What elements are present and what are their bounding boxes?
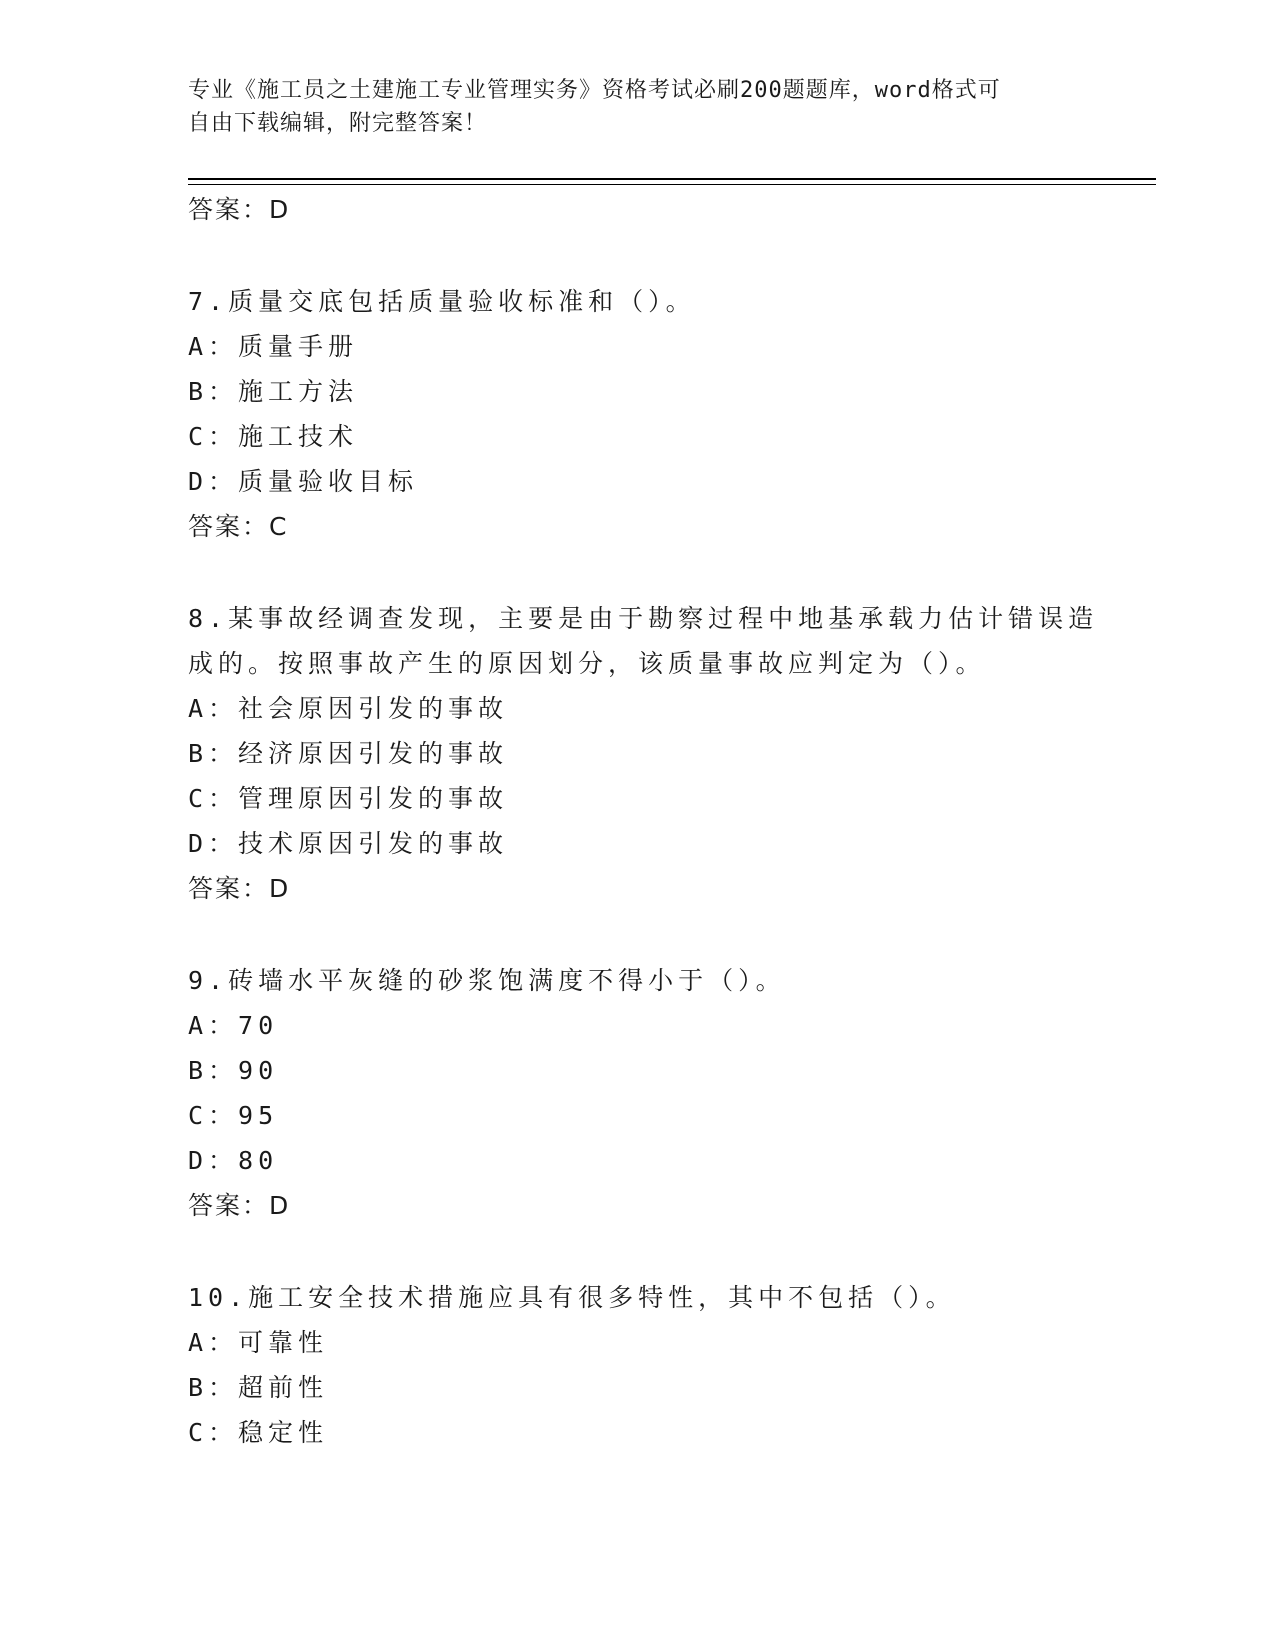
header-line-1: 专业《施工员之土建施工专业管理实务》资格考试必刷200题题库，word格式可 — [188, 78, 1001, 103]
answer-line: 答案：D — [188, 195, 291, 224]
question-8-answer: 答案：D — [188, 874, 291, 903]
question-10-option-c: C：稳定性 — [188, 1418, 329, 1447]
question-7-option-d: D：质量验收目标 — [188, 467, 419, 496]
question-9-option-a: A：70 — [188, 1011, 279, 1040]
header-rule-thick — [188, 178, 1156, 180]
question-7-option-c: C：施工技术 — [188, 422, 359, 451]
header-line-2: 自由下载编辑，附完整答案！ — [188, 111, 488, 136]
header-rule-thin — [188, 184, 1156, 185]
question-7-option-a: A：质量手册 — [188, 332, 359, 361]
question-7-stem: 7.质量交底包括质量验收标准和（）。 — [188, 287, 696, 316]
question-7-answer: 答案：C — [188, 512, 289, 541]
question-10-option-a: A：可靠性 — [188, 1328, 329, 1357]
document-header — [188, 74, 1088, 140]
question-8-option-d: D：技术原因引发的事故 — [188, 829, 509, 858]
question-10-option-b: B：超前性 — [188, 1373, 329, 1402]
question-8-option-c: C：管理原因引发的事故 — [188, 784, 509, 813]
question-9-option-d: D：80 — [188, 1146, 279, 1175]
question-8-stem-line-2: 成的。按照事故产生的原因划分，该质量事故应判定为（）。 — [188, 649, 986, 678]
question-8-option-b: B：经济原因引发的事故 — [188, 739, 509, 768]
question-7-option-b: B：施工方法 — [188, 377, 359, 406]
question-9-option-b: B：90 — [188, 1056, 279, 1085]
question-10-stem: 10.施工安全技术措施应具有很多特性，其中不包括（）。 — [188, 1283, 956, 1312]
question-8-option-a: A：社会原因引发的事故 — [188, 694, 509, 723]
question-9-option-c: C：95 — [188, 1101, 279, 1130]
question-9-stem: 9.砖墙水平灰缝的砂浆饱满度不得小于（）。 — [188, 966, 786, 995]
question-9-answer: 答案：D — [188, 1191, 291, 1220]
question-8-stem-line-1: 8.某事故经调查发现，主要是由于勘察过程中地基承载力估计错误造 — [188, 604, 1099, 633]
